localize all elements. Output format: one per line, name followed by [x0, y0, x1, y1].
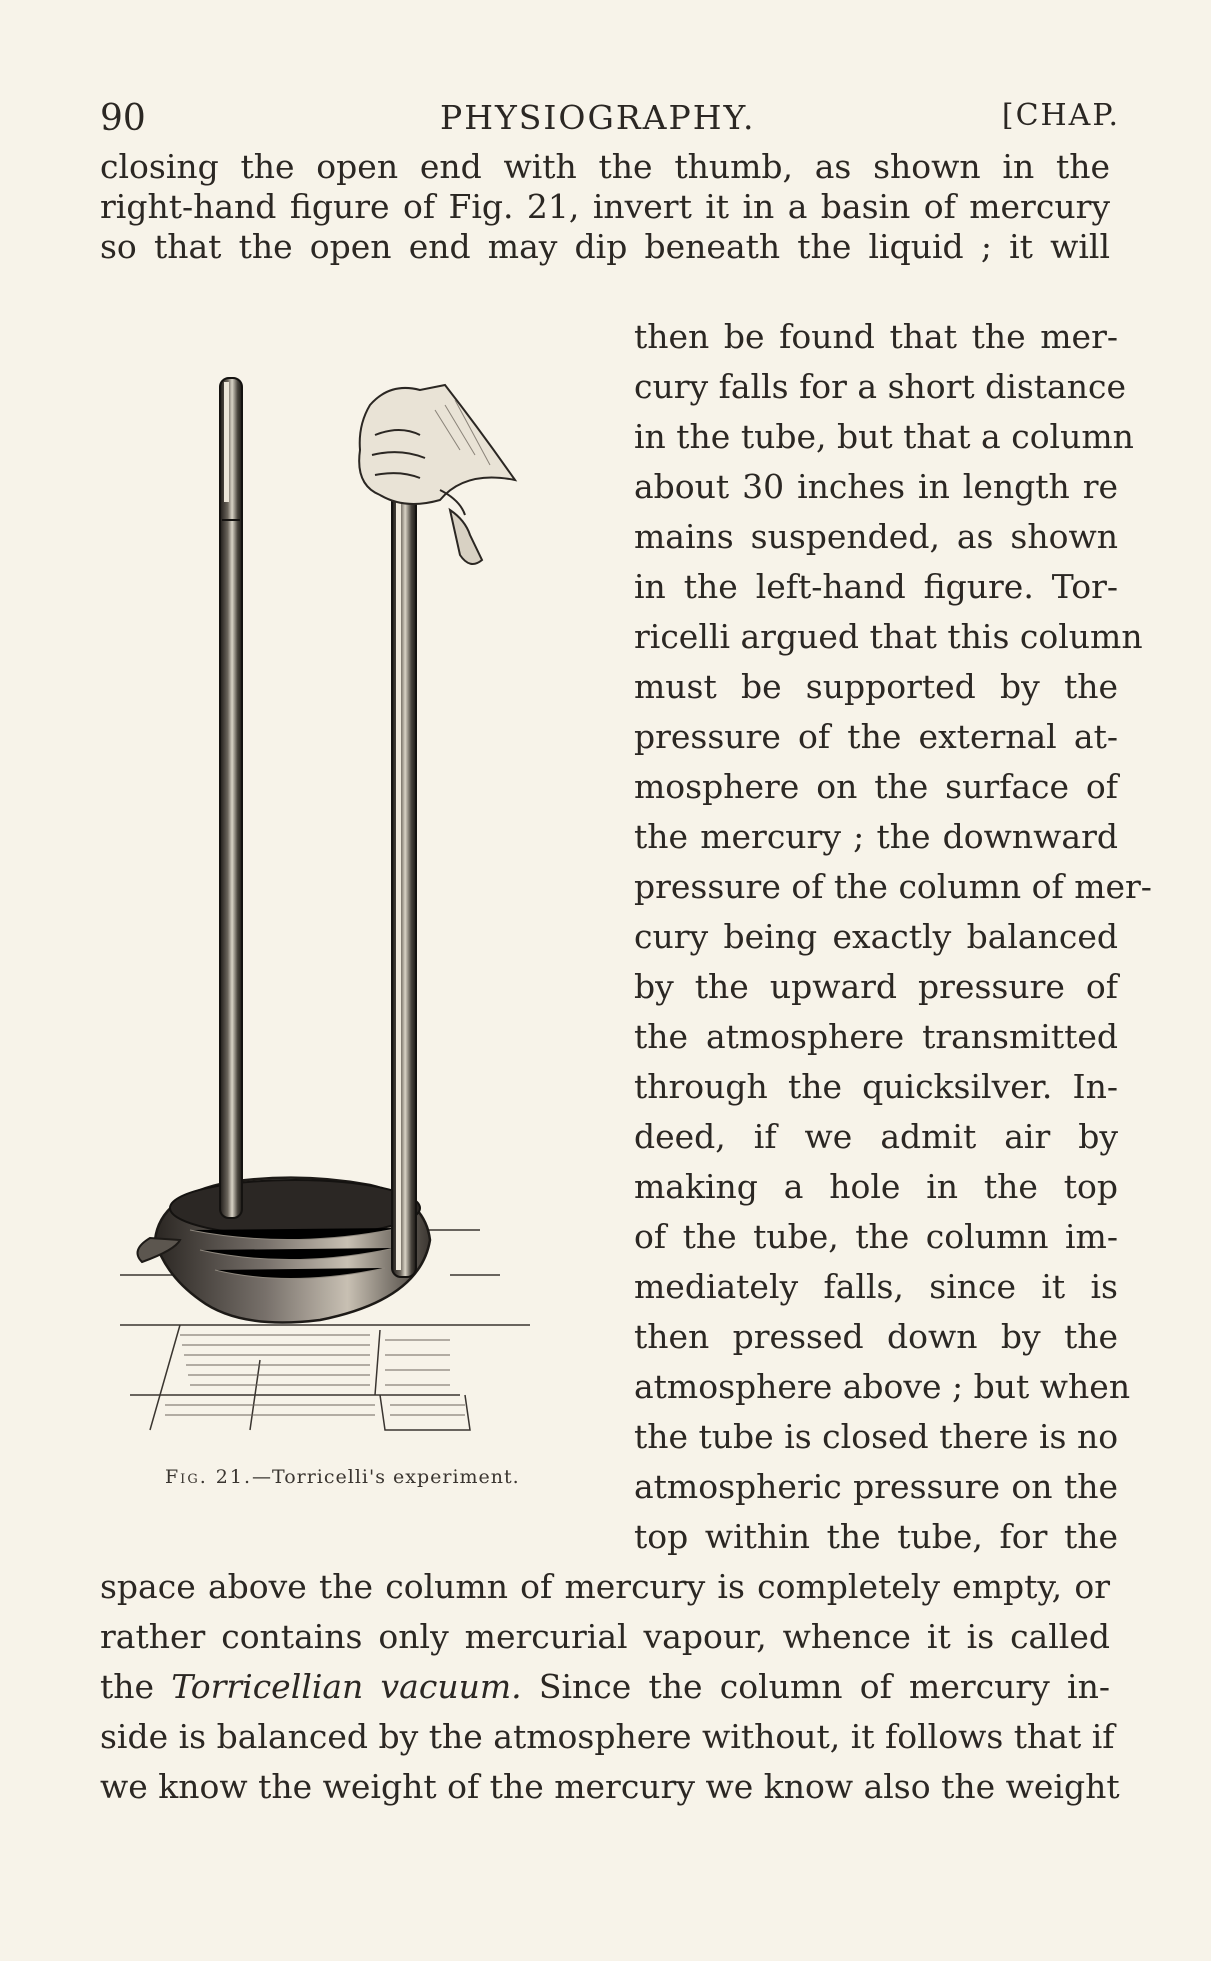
text-line: through the quicksilver. In- — [634, 1067, 1118, 1106]
text-line: about 30 inches in length re — [634, 467, 1118, 506]
text-line: by the upward pressure of — [634, 967, 1118, 1006]
text-line-with-emphasis — [100, 1667, 1110, 1706]
text-line: must be supported by the — [634, 667, 1118, 706]
page-header — [100, 98, 1120, 148]
text-line: the mercury ; the downward — [634, 817, 1118, 856]
text-line: cury falls for a short distance — [634, 367, 1126, 406]
text-line: we know the weight of the mercury we know also the weight — [100, 1767, 1120, 1806]
text-line: deed, if we admit air by — [634, 1117, 1118, 1156]
text-line: the atmosphere transmitted — [634, 1017, 1118, 1056]
text-line: mediately falls, since it is — [634, 1267, 1118, 1306]
right-tube — [392, 442, 416, 1277]
text-line: cury being exactly balanced — [634, 917, 1118, 956]
text-line: in the left-hand figure. Tor- — [634, 567, 1118, 606]
text-line: then be found that the mer- — [634, 317, 1118, 356]
text-line: then pressed down by the — [634, 1317, 1118, 1356]
text-line: atmosphere above ; but when — [634, 1367, 1131, 1406]
page-number: 90 — [100, 98, 146, 139]
chapter-mark: [CHAP. — [1001, 98, 1120, 133]
text-line: pressure of the column of mer- — [634, 867, 1152, 906]
text-line: right-hand figure of Fig. 21, invert it in a basin of mercury — [100, 187, 1110, 226]
running-title: PHYSIOGRAPHY. — [440, 98, 756, 137]
caption-text: —Torricelli's experiment. — [252, 1466, 520, 1488]
figure-caption — [165, 1466, 520, 1488]
torricelli-figure — [120, 370, 600, 1450]
text-line: top within the tube, for the — [634, 1517, 1118, 1556]
text-line: mosphere on the surface of — [634, 767, 1118, 806]
caption-label: Fig. 21. — [165, 1466, 252, 1488]
text-line: space above the column of mercury is completely empty, or — [100, 1567, 1110, 1606]
text-fragment: the — [100, 1667, 172, 1706]
text-line: making a hole in the top — [634, 1167, 1118, 1206]
text-line: closing the open end with the thumb, as shown in the — [100, 147, 1110, 186]
text-line: ricelli argued that this column — [634, 617, 1143, 656]
text-line: pressure of the external at- — [634, 717, 1118, 756]
torricelli-engraving — [120, 370, 600, 1450]
text-fragment: Since the column of mercury in- — [521, 1667, 1110, 1706]
text-line: mains suspended, as shown — [634, 517, 1118, 556]
text-line: of the tube, the column im- — [634, 1217, 1118, 1256]
italic-term: Torricellian vacuum. — [171, 1667, 522, 1706]
text-line: side is balanced by the atmosphere without, it follows that if — [100, 1717, 1115, 1756]
left-tube — [220, 378, 242, 1218]
text-line: the tube is closed there is no — [634, 1417, 1119, 1456]
text-line: atmospheric pressure on the — [634, 1467, 1118, 1506]
mercury-basin — [138, 1178, 431, 1323]
text-line: rather contains only mercurial vapour, whence it is called — [100, 1617, 1110, 1656]
text-line: in the tube, but that a column — [634, 417, 1134, 456]
hand — [359, 385, 515, 564]
text-line: so that the open end may dip beneath the liquid ; it will — [100, 227, 1110, 266]
